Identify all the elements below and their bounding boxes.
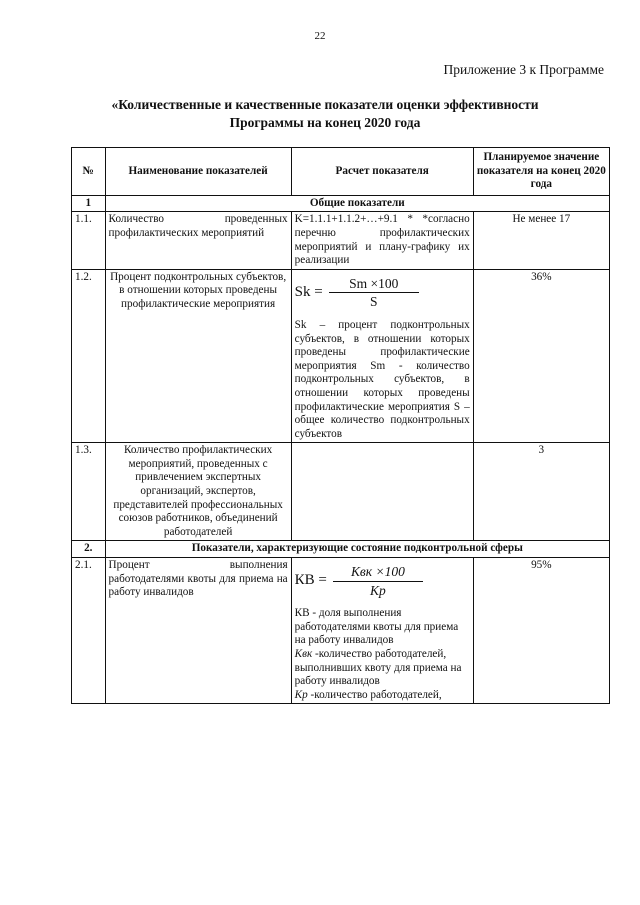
row-1-2-calc-text: Sk – процент подконтрольных субъектов, в отношении которых проведены профилактические мероприятия Sm - количество подконтрольных субъектов, в отношении которых проведены профилактические мероприятия S – общее количество подконтрольных субъектов: [294, 318, 470, 440]
table-row-1-3: [72, 443, 610, 541]
section-2-num: 2.: [72, 541, 106, 558]
row-2-1-calc-p2: [295, 648, 470, 689]
formula-fraction: [329, 277, 419, 309]
formula-denominator: Кр: [370, 582, 386, 598]
row-1-1-calc: K=1.1.1+1.1.2+…+9.1 * *согласно перечню профилактических мероприятий и плану-графику их реализации: [291, 212, 473, 269]
row-1-2-formula: [295, 277, 470, 309]
header-planned: Планируемое значение показателя на конец 2020 года: [473, 148, 609, 196]
row-1-1-value: Не менее 17: [473, 212, 609, 269]
header-calc: Расчет показателя: [291, 148, 473, 196]
row-2-1-calc-p3: [295, 689, 470, 703]
document-title: [60, 96, 590, 132]
row-1-3-name: Количество профилактических мероприятий, проведенных с привлечением экспертных организаций, экспертов, представителей профессиональных союзов работников, объединений работодателей: [105, 443, 291, 541]
table-header-row: [72, 148, 610, 196]
row-2-1-name: Процент выполнения работодателями квоты для приема на работу инвалидов: [105, 558, 291, 704]
formula-fraction: [333, 565, 423, 597]
var-kr-desc: -количество работодателей,: [307, 688, 442, 701]
appendix-label: Приложение 3 к Программе: [443, 62, 604, 77]
var-kvk: Квк: [294, 648, 313, 660]
row-1-2-num: 1.2.: [72, 269, 106, 443]
header-name: Наименование показателей: [105, 148, 291, 196]
row-1-1-name: Количество проведенных профилактических мероприятий: [105, 212, 291, 269]
table-row-1-2: [72, 269, 610, 443]
section-2-title: Показатели, характеризующие состояние подконтрольной сферы: [105, 541, 609, 558]
row-2-1-calc-cell: [291, 558, 473, 704]
row-1-2-calc-cell: [291, 269, 473, 443]
row-1-2-value: 36%: [473, 269, 609, 443]
row-2-1-value: 95%: [473, 558, 609, 704]
var-kvk-desc: -количество работодателей, выполнивших квоту для приема на работу инвалидов: [294, 648, 462, 688]
var-kr: Кр: [294, 688, 308, 701]
formula-numerator: Квк ×100: [350, 564, 405, 580]
table-row-2-1: [72, 558, 610, 704]
table-row-1-1: [72, 212, 610, 269]
formula-denominator: S: [369, 294, 378, 310]
header-num: №: [72, 148, 106, 196]
row-1-3-calc: [291, 443, 473, 541]
row-2-1-formula: [295, 565, 470, 597]
row-1-3-num: 1.3.: [72, 443, 106, 541]
page-number: 22: [314, 30, 326, 42]
formula-lhs: КВ =: [294, 572, 327, 589]
row-1-2-name: Процент подконтрольных субъектов, в отношении которых проведены профилактические мероприятия: [105, 269, 291, 443]
row-2-1-num: 2.1.: [72, 558, 106, 704]
formula-lhs: Sk =: [294, 284, 323, 301]
indicators-table: [71, 147, 610, 704]
section-row-2: [72, 541, 610, 558]
formula-numerator: Sm ×100: [349, 275, 399, 291]
section-row-1: [72, 195, 610, 212]
row-2-1-calc-p1: КВ - доля выполнения работодателями квоты для приема на работу инвалидов: [294, 607, 459, 647]
row-1-3-value: 3: [473, 443, 609, 541]
row-1-1-num: 1.1.: [72, 212, 106, 269]
title-line-2: Программы на конец 2020 года: [229, 115, 421, 130]
section-1-num: 1: [72, 195, 106, 212]
title-line-1: «Количественные и качественные показатели оценки эффективности: [111, 97, 539, 112]
section-1-title: Общие показатели: [105, 195, 609, 212]
